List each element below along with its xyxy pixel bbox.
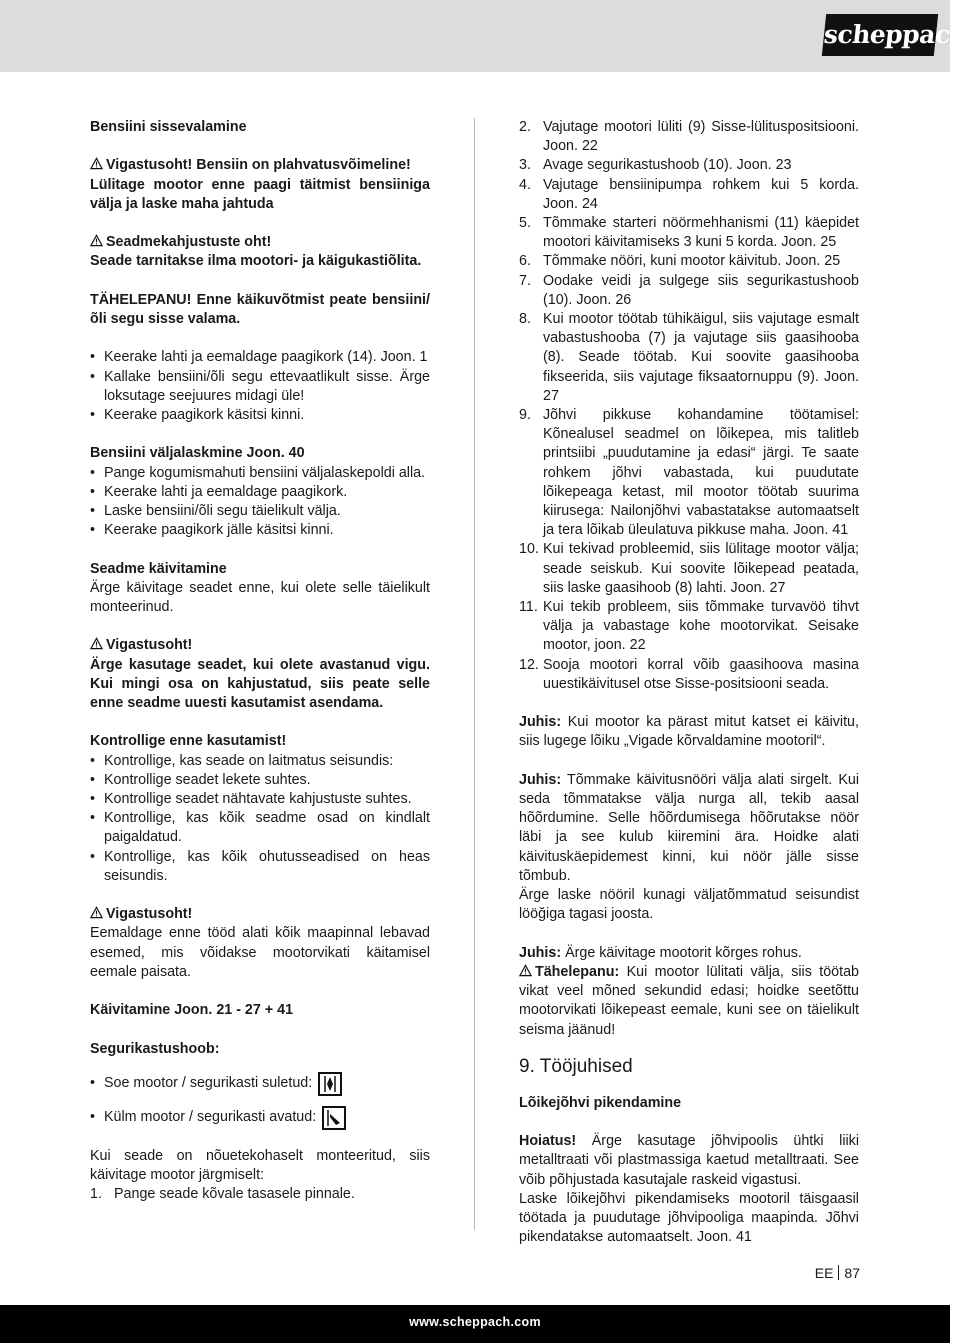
section-title-work-instructions: 9. Tööjuhised (519, 1055, 633, 1077)
attention-text: Kui mootor lülitati välja, siis töötab vikat veel mõned sekundid edasi; hoidke seetõttu mootorvikati lõikepeast eemale, kuni see on täielikult seisma jäänud! (519, 963, 859, 1038)
warning-explosive-title: Vigastusoht! Bensiin on plahvatusvõimeline! (106, 157, 411, 174)
note-pull-cord (519, 771, 859, 886)
note-text: Tõmmake käivitusnööri välja alati sirgelt. Kui seda tõmmatakse välja nurga all, tekib aasal hõõrdumine. Selle hõõrdumisega hõõrutakse nöör läbi ja see kulub kiiremini ära. Hoidke alati käivituskäepidemest kinni, kui nöör jälle sisse tõmbub. (519, 771, 859, 884)
line-extension-text: Laske lõikejõhvi pikendamiseks mootoril täisgaasil töötada ja puudutage jõhvipooliga maapinda. Jõhvi pikendatakse automaatselt. Joon. 41 (519, 1190, 859, 1246)
heading-launch: Käivitamine Joon. 21 - 27 + 41 (90, 1002, 294, 1019)
note-tall-grass (519, 944, 859, 963)
left-column (90, 118, 430, 1204)
header-band (0, 0, 950, 72)
list-item: • Kontrollige, kas seade on laitmatus seisundis: (90, 752, 430, 771)
warning-device-damage-text: Seade tarnitakse ilma mootori- ja käigukastiõlita. (90, 253, 422, 270)
note-text: Kui mootor ka pärast mitut katset ei käivitu, siis lugege lõiku „Vigade kõrvaldamine mootoril“. (519, 714, 859, 750)
drain-steps-list (90, 464, 430, 541)
list-item (519, 598, 859, 656)
right-column (519, 118, 859, 1247)
step-text: Tõmmake nööri, kuni mootor käivitub. Joon. 25 (543, 253, 841, 270)
column-divider (474, 118, 475, 1230)
start-text: Ärge käivitage seadet enne, kui olete selle täielikult monteerinud. (90, 579, 430, 615)
step-number: 4. (519, 176, 531, 193)
step-text: Vajutage bensiinipumpa rohkem kui 5 korda. Joon. 24 (543, 176, 859, 212)
language-code: EE (814, 1265, 834, 1281)
warning-text: Ärge kasutage jõhvipoolis ühtki liiki metalltraati või plastmassiga kaetud metalltraati. See võib põhjustada kasutajale raskeid vigastusi. (519, 1133, 859, 1188)
step-number: 5. (519, 215, 531, 232)
warning-triangle-icon (90, 906, 103, 919)
step-text: Jõhvi pikkuse kohandamine töötamisel: Kõnealusel seadmel on lõikepea, mis talitleb printsiibi „puudutamine ja edasi“ järgi. Te saate rohkem jõhvi vabastada, kui puudutate lõikepeaga ketast, mil mootor töötab suurima kiirusega: Nailonjõhvi vabastatakse automaatselt ja tera lõikab üleulatuva pikkuse maha. Joon. 41 (543, 407, 859, 539)
choke-cold-row: • Külm mootor / segurikasti avatud: (90, 1103, 430, 1133)
list-item: • Laske bensiini/õli segu täielikult välja. (90, 502, 430, 521)
page-number (815, 1265, 860, 1281)
attention-fuel-mix: TÄHELEPANU! Enne käikuvõtmist peate bensiini/õli segu sisse valama. (90, 291, 430, 327)
step-text: Kui mootor töötab tühikäigul, siis vajutage esmalt vabastushooba (7) ja vajutage siis gaasihooba (8). Seade töötab. Kui soovite gaasihooba fikseerida, siis vajutage fiksaatornuppu (9). Joon. 27 (543, 311, 859, 404)
warning-debris-title: Vigastusoht! (106, 906, 193, 923)
step-text: Avage segurikastushoob (10). Joon. 23 (543, 157, 792, 174)
list-item: • Keerake paagikork jälle käsitsi kinni. (90, 521, 430, 540)
warning-triangle-icon (90, 157, 103, 170)
step-text: Kui tekib probleem, siis tõmmake turvavöö tihvt välja ja vabastage kohe mootorvikat. Seisake mootor, joon. 22 (543, 599, 859, 654)
note-label: Juhis: (519, 944, 562, 961)
list-item (519, 406, 859, 540)
choke-closed-icon (318, 1072, 342, 1096)
step-text: Pange seade kõvale tasasele pinnale. (114, 1186, 355, 1203)
warning-triangle-icon (519, 964, 532, 977)
list-item (90, 1185, 430, 1204)
warning-injury-text: Ärge kasutage seadet, kui olete avastanud vigu. Kui mingi osa on kahjustatud, siis peate selle enne seadme uuesti kasutamist asendama. (90, 656, 430, 711)
note-label: Juhis: (519, 714, 562, 731)
warning-injury-title: Vigastusoht! (106, 637, 193, 654)
heading-line-extension: Lõikejõhvi pikendamine (519, 1094, 682, 1111)
warning-device-damage-title: Seadmekahjustuste oht! (106, 234, 272, 251)
note-pull-cord-extra: Ärge laske nööril kunagi väljatõmmatud seisundist lööğiga tagasi joosta. (519, 887, 859, 923)
list-item: • Keerake lahti ja eemaldage paagikork (14). Joon. 1 (90, 348, 430, 367)
note-text: Ärge käivitage mootorit kõrges rohus. (565, 944, 802, 961)
step-number: 11. (519, 599, 538, 616)
heading-check-before-use: Kontrollige enne kasutamist! (90, 733, 287, 750)
step-text: Vajutage mootori lüliti (9) Sisse-lülituspositsiooni. Joon. 22 (543, 119, 859, 155)
warning-explosive-text: Lülitage mootor enne paagi täitmist bensiiniga välja ja laske maha jahtuda (90, 176, 430, 212)
attention-label: Tähelepanu: (535, 963, 620, 980)
note-label: Juhis: (519, 771, 562, 788)
list-item: • Pange kogumismahuti bensiini väljalaskepoldi alla. (90, 464, 430, 483)
heading-fuel-filling: Bensiini sissevalamine (90, 119, 247, 135)
warning-device-damage (90, 233, 430, 252)
start-steps-list-right (519, 118, 859, 694)
warning-label: Hoiatus! (519, 1133, 577, 1150)
list-item (519, 156, 859, 175)
heading-fuel-drain: Bensiini väljalaskmine Joon. 40 (90, 445, 305, 462)
check-list (90, 752, 430, 886)
list-item: • Kontrollige seadet nähtavate kahjustuste suhtes. (90, 790, 430, 809)
warning-explosive (90, 156, 430, 175)
choke-warm-label: Soe mootor / segurikasti suletud: (104, 1075, 313, 1092)
page-separator (838, 1265, 839, 1280)
choke-warm-row: • Soe mootor / segurikasti suletud: (90, 1069, 430, 1099)
list-item (519, 176, 859, 214)
list-item: • Kallake bensiini/õli segu ettevaatlikult sisse. Ärge loksutage seejuures midagi üle! (90, 368, 430, 406)
step-text: Oodake veidi ja sulgege siis segurikastushoob (10). Joon. 26 (543, 272, 859, 308)
step-number: 6. (519, 253, 531, 270)
heading-choke-lever: Segurikastushoob: (90, 1040, 220, 1057)
step-number: 8. (519, 311, 531, 328)
list-item (519, 656, 859, 694)
list-item: • Kontrollige, kas kõik seadme osad on kindlalt paigaldatud. (90, 809, 430, 847)
list-item (519, 252, 859, 271)
footer-band (0, 1305, 950, 1343)
warning-debris-text: Eemaldage enne tööd alati kõik maapinnal lebavad esemed, mis võidakse mootorvikati käitamisel eemale paisata. (90, 925, 430, 980)
start-intro-text: Kui seade on nõuetekohaselt monteeritud, siis käivitage mootor järgmiselt: (90, 1147, 430, 1183)
step-number: 1. (90, 1186, 102, 1203)
step-number: 7. (519, 272, 531, 289)
brand-logo: scheppach (822, 14, 938, 56)
warning-injury (90, 636, 430, 655)
list-item (519, 540, 859, 598)
list-item: • Kontrollige seadet lekete suhtes. (90, 771, 430, 790)
list-item: • Kontrollige, kas kõik ohutusseadised on heas seisundis. (90, 848, 430, 886)
choke-cold-label: Külm mootor / segurikasti avatud: (104, 1109, 317, 1126)
step-number: 9. (519, 407, 531, 424)
attention-runout (519, 963, 859, 1040)
list-item (519, 118, 859, 156)
step-text: Sooja mootori korral võib gaasihoova masina uuestikäivitusel otse Sisse-positsiooni seada. (543, 656, 859, 692)
list-item (519, 214, 859, 252)
step-text: Kui tekivad probleemid, siis lülitage mootor välja; seade seiskub. Kui soovite lõikepead peatada, siis laske gaasihoob (8) lahti. Joon. 27 (543, 541, 859, 596)
step-number: 3. (519, 157, 531, 174)
list-item (519, 272, 859, 310)
page-num: 87 (844, 1265, 860, 1281)
step-text: Tõmmake starteri nöörmehhanismi (11) käepidet mootori käivitamiseks 3 kuni 5 korda. Joon. 25 (543, 215, 859, 251)
warning-triangle-icon (90, 637, 103, 650)
step-number: 2. (519, 119, 531, 135)
warning-debris (90, 905, 430, 924)
footer-url: www.scheppach.com (409, 1315, 541, 1329)
list-item: • Keerake lahti ja eemaldage paagikork. (90, 483, 430, 502)
heading-device-start: Seadme käivitamine (90, 560, 227, 577)
warning-triangle-icon (90, 234, 103, 247)
fuel-steps-list (90, 348, 430, 425)
list-item: • Keerake paagikork käsitsi kinni. (90, 406, 430, 425)
list-item (519, 310, 859, 406)
start-steps-list-left (90, 1185, 430, 1204)
step-number: 12. (519, 656, 539, 673)
choke-open-icon (322, 1106, 346, 1130)
step-number: 10. (519, 541, 539, 558)
note-no-start (519, 713, 859, 751)
warning-metal-wire (519, 1132, 859, 1190)
